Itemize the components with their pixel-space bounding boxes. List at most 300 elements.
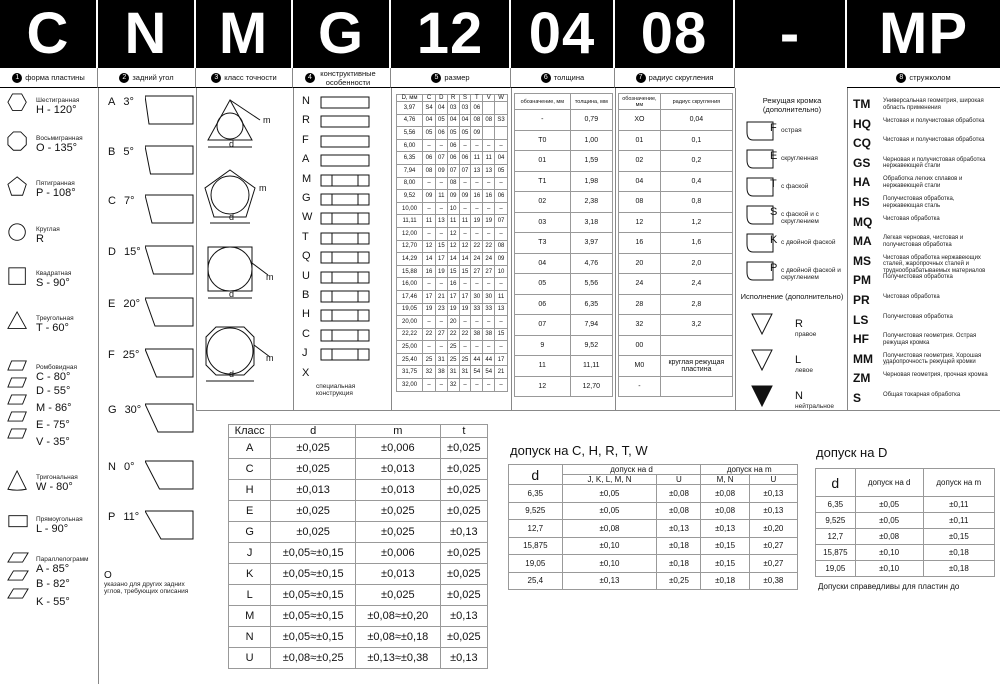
table-row [515,171,613,192]
table-header-cell: Класс [229,425,271,438]
table-cell: 10 [447,202,459,215]
shape-code: D - 55° [36,384,71,397]
table-cell: 16 [471,190,483,203]
table-cell: – [423,278,436,291]
table-row [509,555,798,573]
table-header-cell: W [495,95,508,102]
table-row [397,303,508,316]
table-cell: ±0,006 [356,543,441,564]
angle-value: 30° [124,404,142,416]
table-cell: ±0,08≈±0,18 [356,627,441,648]
edge-code: P [770,262,778,274]
table-cell: – [435,316,447,329]
table-row [816,561,995,577]
chipbreaker-desc: Черновая геометрия, прочная кромка [883,372,988,379]
table-cell: 16,00 [397,278,423,291]
tol-chrtw-title: допуск на C, H, R, T, W [510,443,648,458]
angle-code: A [108,96,116,108]
header-code-2: N [98,0,196,68]
table-header-cell: d [271,425,356,438]
table-cell: 13 [495,303,508,316]
table-cell: 24 [619,274,661,295]
table-row [816,529,995,545]
label-m: m [259,183,267,193]
table-cell: 1,59 [570,151,612,172]
table-row [229,627,488,648]
table-cell: 08 [619,192,661,213]
table-row [397,190,508,203]
table-cell: ±0,025 [356,585,441,606]
table-cell: – [495,316,508,329]
shape-name: Тригональная [36,474,78,481]
feature-code: R [302,114,310,127]
table-cell: ±0,025 [440,564,487,585]
table-row [515,110,613,131]
table-cell: 0,8 [660,192,732,213]
table-cell: – [483,139,495,152]
table-cell: 13 [435,215,447,228]
edge-code: E [770,150,778,162]
col-header-chipbreaker: 8 стружколом [847,68,1000,88]
shape-row [6,131,83,158]
table-cell: ±0,38 [749,572,797,590]
table-cell: – [495,202,508,215]
table-cell: 12,70 [397,240,423,253]
table-cell: 17 [423,290,436,303]
pentagon-icon [6,176,30,203]
header-code-4: G [293,0,391,68]
angle-code: N [108,461,116,473]
table-cell: ±0,11 [923,497,994,513]
table-cell: 27 [471,265,483,278]
table-cell: – [423,227,436,240]
table-cell: 6,35 [816,497,856,513]
table-cell: 38 [435,366,447,379]
angle-other-code: O [104,570,112,581]
table-cell: – [459,379,471,392]
table-cell: 15 [435,240,447,253]
table-row [397,265,508,278]
table-cell: – [423,316,436,329]
exec-code: R [795,318,803,330]
chipbreaker-code: MS [853,253,871,268]
shape-text [36,97,79,116]
table-cell [660,376,732,397]
shape-row [6,588,70,615]
table-row [397,379,508,392]
feature-profile-icon [320,174,370,193]
table-cell: 25,4 [509,572,563,590]
table-cell: 22 [471,240,483,253]
col-header-features: 4 конструктивные особенности [293,68,391,88]
chipbreaker-code: HA [853,175,871,190]
table-cell: – [459,202,471,215]
table-cell: 03 [459,102,471,115]
feature-profile-icon [320,135,370,154]
chipbreaker-code: MA [853,234,872,249]
table-cell: – [495,341,508,354]
clearance-angle-icon [145,402,195,447]
label-m: m [263,115,271,125]
table-cell: 0,1 [660,130,732,151]
table-cell: 11 [435,190,447,203]
table-header-cell: допуск на d [855,469,923,497]
table-cell: ±0,013 [356,459,441,480]
edge-code: T [770,178,777,190]
table-cell: ±0,05 [562,502,657,520]
chipbreaker-code: S [853,391,862,405]
table-header-cell: d [816,469,856,497]
table-row [515,233,613,254]
table-cell: ±0,05≈±0,15 [271,543,356,564]
header-code-8: - [735,0,847,68]
table-cell: 19,05 [509,555,563,573]
table-cell [483,127,495,140]
table-cell: 14 [423,253,436,266]
table-cell: – [459,278,471,291]
table-cell: 08 [471,114,483,127]
table-cell: ±0,025 [440,627,487,648]
table-row [229,564,488,585]
table-cell: 20 [447,316,459,329]
table-cell: 15,875 [816,545,856,561]
table-row [619,212,733,233]
table-cell: S4 [423,102,436,115]
table-cell: 14 [459,253,471,266]
clearance-angle-icon [145,244,195,289]
table-row [816,497,995,513]
feature-profile-icon [320,251,370,270]
table-cell: ±0,08 [701,502,749,520]
table-cell: 04 [423,114,436,127]
shape-row [6,176,76,203]
divider [391,88,392,410]
square-icon [6,266,30,293]
edge-desc: скругленная [781,155,818,162]
table-cell: 09 [471,127,483,140]
table-cell: 15,875 [509,537,563,555]
chipbreaker-desc: Получистовая обработка, нержавеющая сталь [883,196,955,209]
table-cell: 20 [619,253,661,274]
feature-code: F [302,133,309,146]
table-row [229,543,488,564]
table-cell: 6,35 [570,294,612,315]
table-cell: 07 [447,164,459,177]
table-cell: ±0,05≈±0,15 [271,606,356,627]
table-cell: 25 [423,353,436,366]
chipbreaker-desc: Чистовая обработка нержавеющих сталей, жаропрочных сталей и труднообрабатываемых материалов [883,254,986,274]
table-cell: – [459,177,471,190]
table-header-cell: t [440,425,487,438]
table-cell: 06 [447,139,459,152]
table-cell: 16 [483,190,495,203]
feature-code: C [302,327,310,340]
col-header-angle: 2 задний угол [98,68,196,88]
table-cell: 19 [459,303,471,316]
table-row [397,328,508,341]
shape-row [6,222,60,249]
divider [293,88,294,410]
table-cell: 06 [435,127,447,140]
divider [196,88,197,410]
table-cell: ±0,13 [749,485,797,503]
table-cell: – [483,227,495,240]
table-cell: – [423,341,436,354]
table-cell: 04 [459,114,471,127]
edge-code: S [770,206,778,218]
feature-code: X [302,366,310,379]
table-cell: – [435,139,447,152]
table-header-cell: C [423,95,436,102]
table-row [619,376,733,397]
table-cell: 2,8 [660,294,732,315]
table-cell: ±0,10 [562,537,657,555]
table-cell: ±0,15 [701,555,749,573]
table-cell: 11 [447,215,459,228]
feature-code: U [302,269,310,282]
table-row [619,274,733,295]
angle-row [108,195,134,207]
table-header-cell: M, N [701,475,749,485]
table-row [509,485,798,503]
precision-diagram-svg [200,95,290,395]
table-cell: 9 [515,335,571,356]
table-header-cell: R [447,95,459,102]
table-cell: 13 [471,164,483,177]
table-cell: 11 [495,290,508,303]
table-cell: 12 [447,227,459,240]
table-cell: 15 [495,328,508,341]
table-cell: ±0,025 [271,501,356,522]
table-cell: ±0,08 [657,485,701,503]
table-row [397,227,508,240]
label-m: m [266,272,274,282]
table-cell: 06 [447,152,459,165]
table-row [397,202,508,215]
table-cell: 27 [483,265,495,278]
octagon-icon [6,131,30,158]
chipbreaker-desc: Обработка легких сплавов и нержавеющей стали [883,176,963,189]
table-header-cell: допуск на m [923,469,994,497]
divider [615,88,616,410]
table-row [515,335,613,356]
table-cell: 3,18 [570,212,612,233]
table-cell [483,102,495,115]
tol-chrtw-table [508,464,798,590]
feature-code: G [302,192,311,204]
table-cell: 38 [471,328,483,341]
table-cell: ±0,013 [271,480,356,501]
table-cell: 19,05 [816,561,856,577]
table-cell [660,335,732,356]
table-cell: 30 [483,290,495,303]
table-cell: – [471,139,483,152]
table-cell: 54 [483,366,495,379]
table-row [515,294,613,315]
edge-desc: острая [781,127,802,134]
feature-profile-icon [320,96,370,115]
clearance-angle-icon [145,144,195,189]
size-table [396,94,508,392]
table-cell: 2,38 [570,192,612,213]
chipbreaker-code: HS [853,195,870,209]
shape-text [36,135,83,154]
table-cell: 9,525 [509,502,563,520]
feature-code: T [302,230,309,243]
col-header-radius: 7 радиус скругления [615,68,735,88]
feature-profile-icon [320,290,370,309]
table-cell: 09 [435,164,447,177]
header-code-1: C [0,0,98,68]
table-cell: – [495,379,508,392]
table-cell: ±0,025 [271,522,356,543]
table-cell: 01 [619,130,661,151]
table-cell: ±0,18 [657,537,701,555]
table-cell: 17 [459,290,471,303]
table-cell: – [471,278,483,291]
table-cell: 4,76 [397,114,423,127]
angle-row [108,246,141,258]
table-cell: 1,2 [660,212,732,233]
table-cell: 08 [447,177,459,190]
angle-value: 0° [123,461,135,473]
table-cell: 7,94 [397,164,423,177]
table-row [619,192,733,213]
table-cell: 25 [447,341,459,354]
chipbreaker-code: TM [853,97,871,111]
table-cell: – [471,379,483,392]
table-cell: – [435,202,447,215]
table-row [619,233,733,254]
divider [511,88,512,410]
table-cell: ±0,18 [657,555,701,573]
table-cell: – [459,341,471,354]
table-cell: ±0,013 [356,480,441,501]
table-cell: – [483,278,495,291]
table-row [397,139,508,152]
shape-code: L - 90° [36,523,69,535]
table-cell: 22 [459,328,471,341]
table-cell: 10,00 [397,202,423,215]
table-cell: ±0,025 [271,438,356,459]
table-cell: – [423,379,436,392]
table-cell: 05 [515,274,571,295]
table-cell: 16 [619,233,661,254]
table-cell: 12,00 [397,227,423,240]
table-header-cell: D, мм [397,95,423,102]
table-row [619,110,733,131]
table-cell: – [459,139,471,152]
table-cell: – [483,177,495,190]
exec-icon [750,312,774,341]
table-header-cell: J, K, L, M, N [562,475,657,485]
table-cell: ±0,025 [440,438,487,459]
table-cell: H [229,480,271,501]
table-header-cell: S [459,95,471,102]
table-row [397,152,508,165]
table-cell: 06 [459,152,471,165]
chipbreaker-desc: Легкая черновая, чистовая и получистовая обработка [883,235,964,248]
table-cell: 2,4 [660,274,732,295]
table-row [397,278,508,291]
shape-row [6,512,83,539]
table-cell: – [435,227,447,240]
table-cell: 22 [483,240,495,253]
table-cell: – [435,341,447,354]
table-row [397,114,508,127]
table-cell: 12,7 [816,529,856,545]
table-row [229,522,488,543]
shape-code: T - 60° [36,322,69,334]
clearance-angle-icon [145,94,195,139]
feature-profile-icon [320,115,370,134]
chipbreaker-desc: Получистовая обработка [883,274,953,281]
table-row [397,366,508,379]
table-cell: 11 [459,215,471,228]
table-row [619,315,733,336]
clearance-angle-icon [145,193,195,238]
feature-profile-icon [320,309,370,328]
table-cell: 12 [515,376,571,397]
col-header-size: 5 размер [391,68,511,88]
shape-code: K - 55° [36,595,70,608]
shape-code: H - 120° [36,104,77,116]
table-cell: – [495,278,508,291]
feature-code: M [302,172,312,185]
table-row [515,274,613,295]
table-cell: ±0,05≈±0,15 [271,585,356,606]
table-header-cell: обозначение, мм [619,94,661,110]
table-cell: 31 [447,366,459,379]
table-cell: 28 [619,294,661,315]
table-cell: 09 [447,190,459,203]
angle-code: G [108,404,117,416]
table-cell: 3,2 [660,315,732,336]
table-row [515,315,613,336]
angle-row [108,461,134,473]
table-cell: G [229,522,271,543]
table-row [619,151,733,172]
table-cell: 05 [435,114,447,127]
table-cell: ±0,025 [271,459,356,480]
shape-name: Прямоугольная [36,516,83,523]
table-cell: 31,75 [397,366,423,379]
angle-row [108,511,139,523]
table-cell: ±0,13≈±0,38 [356,648,441,669]
shape-code: R [36,233,44,245]
table-cell: 19 [471,215,483,228]
triangle-icon [6,311,30,338]
table-cell: 1,6 [660,233,732,254]
edge-title: Режущая кромка (дополнительно) [762,96,822,114]
exec-desc: левое [795,367,814,374]
table-cell: 05 [495,164,508,177]
shape-code: M - 86° [36,401,72,414]
feature-code: N [302,95,310,107]
angle-code: E [108,298,116,310]
exec-code: N [795,390,803,402]
angle-code: P [108,511,116,523]
table-cell: ±0,08 [701,485,749,503]
table-cell: – [423,139,436,152]
table-cell: ±0,18 [923,545,994,561]
feature-profile-icon [320,271,370,290]
clearance-angle-icon [145,509,195,554]
chipbreaker-desc: Черновая и получистовая обработка нержавеющей стали [883,156,986,170]
class-tolerance-table [228,424,488,669]
angle-other-desc: указано для других задних углов, требующих описания [104,581,189,595]
table-cell: 44 [471,353,483,366]
